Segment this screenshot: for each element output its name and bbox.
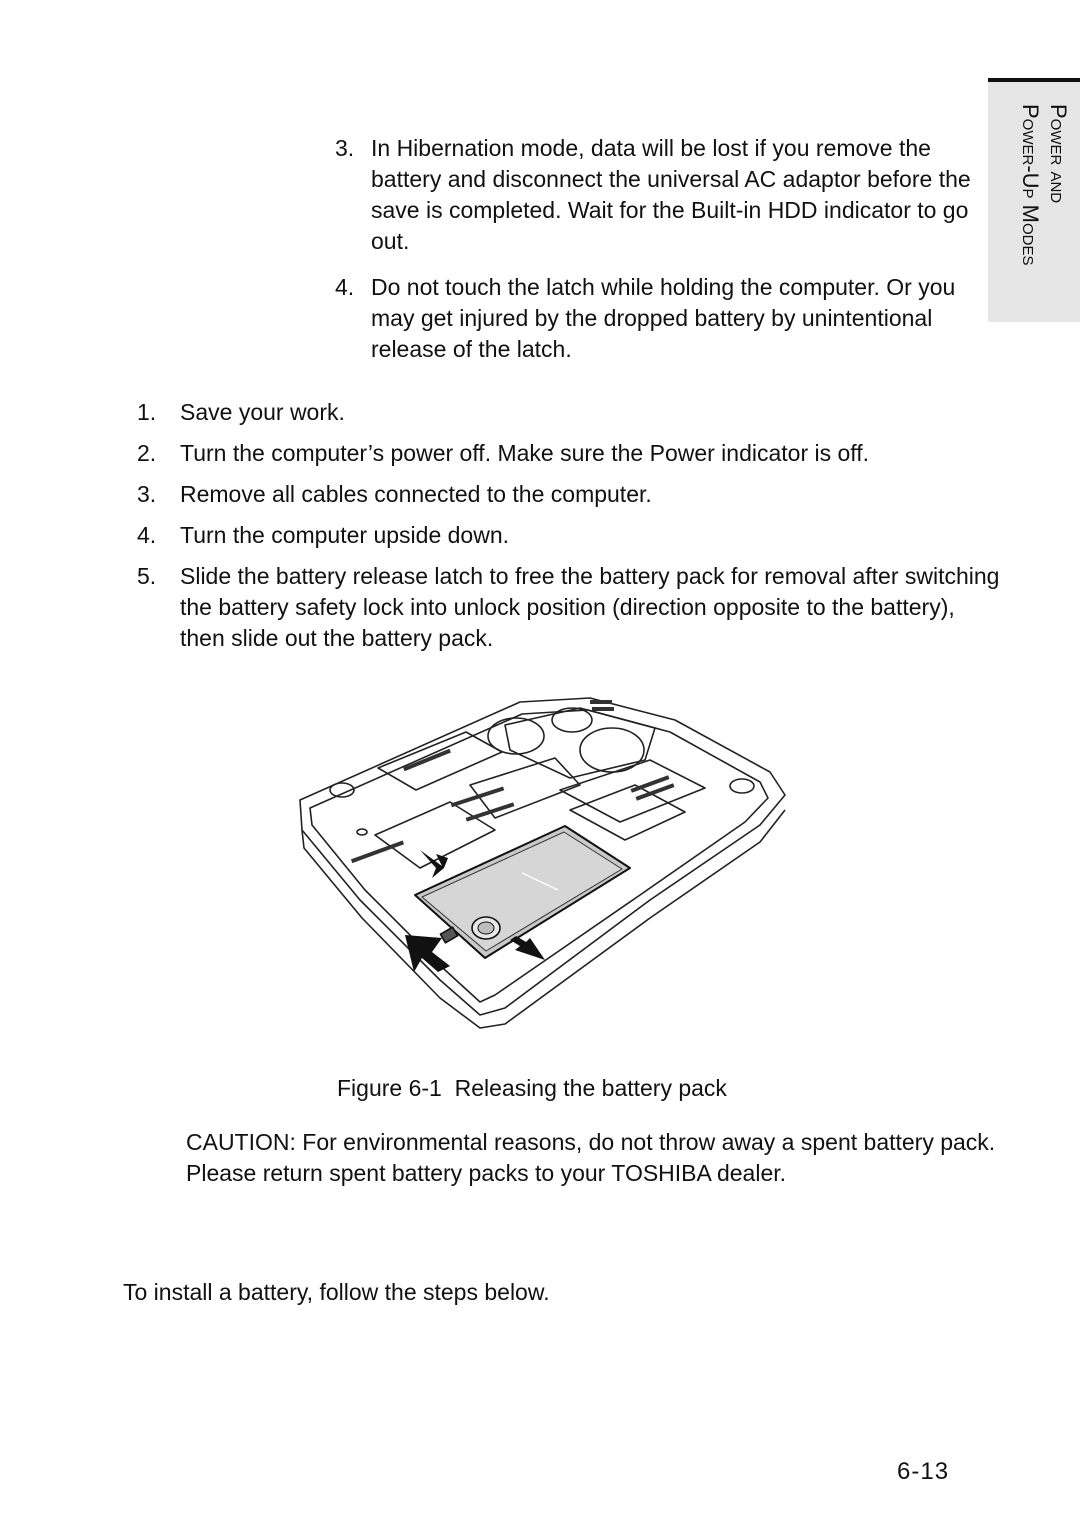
chapter-side-tab-label (1016, 104, 1072, 266)
step-number: 2. (137, 440, 157, 466)
step-text: Slide the battery release latch to free the battery pack for removal after switching the battery safety lock into unlock position (direction opposite to the battery), then slide out the battery pack. (180, 563, 1000, 651)
step-number: 1. (137, 399, 157, 425)
note-item-3 (335, 133, 975, 257)
chapter-side-tab-line-1: Power and (1046, 104, 1071, 204)
note-text: Do not touch the latch while holding the computer. Or you may get injured by the dropped battery by unintentional release of the latch. (371, 274, 956, 362)
note-number: 3. (335, 135, 355, 161)
note-number: 4. (335, 274, 355, 300)
step-text: Save your work. (180, 399, 345, 425)
chapter-side-tab-line-2: Power-Up Modes (1018, 104, 1043, 266)
note-text: In Hibernation mode, data will be lost if you remove the battery and disconnect the universal AC adaptor before the save is completed. Wait for the Built-in HDD indicator to go out. (371, 135, 971, 254)
step-number: 4. (137, 522, 157, 548)
chapter-side-tab (988, 78, 1080, 322)
figure-caption: Figure 6-1 Releasing the battery pack (337, 1075, 727, 1101)
step-text: Turn the computer upside down. (180, 522, 509, 548)
step-text: Turn the computer’s power off. Make sure the Power indicator is off. (180, 440, 870, 466)
step-number: 3. (137, 481, 157, 507)
step-text: Remove all cables connected to the computer. (180, 481, 652, 507)
note-item-4 (335, 272, 975, 365)
install-intro-text: To install a battery, follow the steps below. (123, 1279, 550, 1305)
caution-note: CAUTION: For environmental reasons, do not throw away a spent battery pack. Please return spent battery packs to your TOSHIBA dealer. (186, 1129, 996, 1186)
page-number: 6-13 (897, 1458, 950, 1485)
battery-pack-illustration (290, 690, 800, 1035)
step-number: 5. (137, 563, 157, 589)
